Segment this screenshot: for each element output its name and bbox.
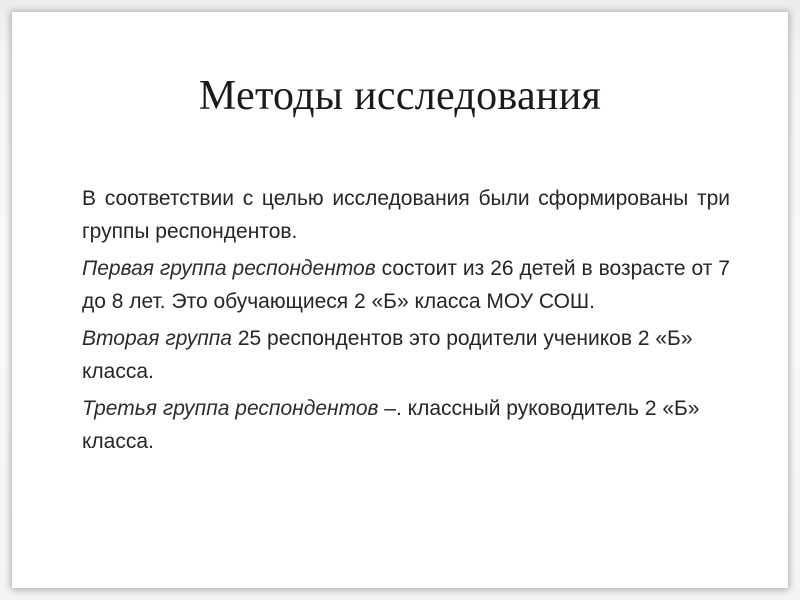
group-1-text: состоит из 26 детей в возрасте от 7 до 8 лет. Это обучающиеся 2 «Б» класса МОУ СОШ. <box>82 257 730 313</box>
group-2-text: 25 респондентов это родители учеников 2 «Б» класса. <box>82 327 693 383</box>
group-3-heading: Третья группа респондентов <box>82 397 379 420</box>
group-2-heading: Вторая группа <box>82 327 232 350</box>
slide-title: Методы исследования <box>198 73 602 119</box>
paragraph-intro <box>82 182 730 248</box>
paragraph-group-1 <box>82 252 730 318</box>
paragraph-intro-text: В соответствии с целью исследования были сформированы три группы респондентов. <box>82 187 730 243</box>
group-1-heading: Первая группа респондентов <box>82 257 376 280</box>
group-3-text: –. классный руководитель 2 «Б» класса. <box>82 397 700 453</box>
paragraph-group-2 <box>82 322 730 388</box>
paragraph-group-3 <box>82 392 730 458</box>
slide-body <box>82 182 730 462</box>
